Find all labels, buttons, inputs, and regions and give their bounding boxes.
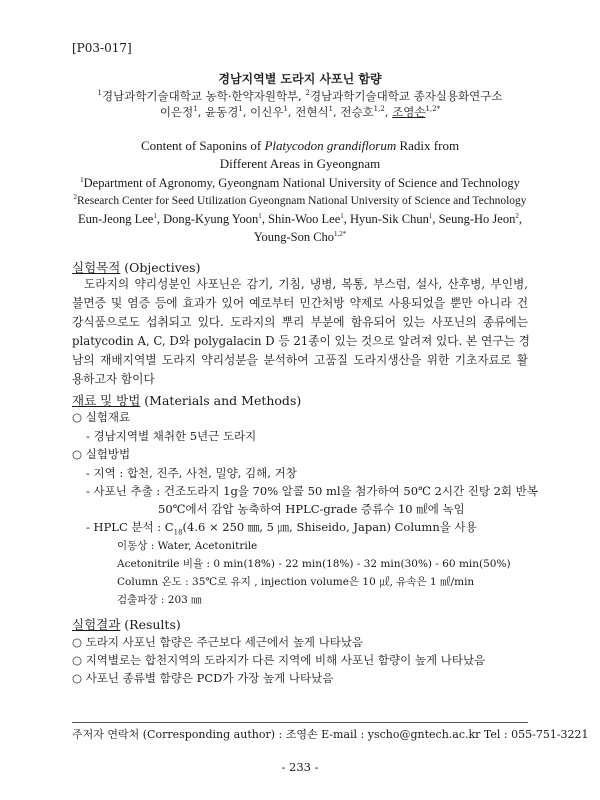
result-item: ○ 도라지 사포닌 함량은 주근보다 세근에서 높게 나타났음 bbox=[72, 635, 364, 649]
footer-divider bbox=[72, 722, 528, 723]
korean-affiliations: $^1$경남과학기술대학교 농학·한약자원학부, $^2$경남과학기술대학교 종자실용화연구소 bbox=[97, 89, 503, 103]
objectives-line: 불면증 및 염증 등에 효과가 있어 예로부터 민간처방 약제로 사용되었을 뿐만 아니라 건 bbox=[72, 296, 528, 310]
corresponding-author: 주저자 연락처 (Corresponding author) : 조영손 E-mail : yscho@gntech.ac.kr Tel : 055-751-3221 bbox=[72, 728, 589, 741]
english-affiliation-2: $^2$Research Center for Seed Utilization Gyeongnam National University of Science and Technology bbox=[73, 193, 527, 207]
method-extraction: - 사포닌 추출 : 건조도라지 1g을 70% 알콜 50 ml을 첨가하여 50℃ 2시간 진탕 2회 반복 bbox=[86, 484, 538, 498]
method-mobile-phase: 이동상 : Water, Acetonitrile bbox=[117, 540, 258, 552]
objectives-line: 도라지의 약리성분인 사포닌은 감기, 기침, 냉병, 복통, 부스럼, 설사, 산후병, 부인병, bbox=[84, 277, 528, 291]
methods-heading: 재료 및 방법 (Materials and Methods) bbox=[72, 393, 302, 408]
results-heading: 실험결과 (Results) bbox=[72, 617, 181, 632]
method-gradient: Acetonitrile 비율 : 0 min(18%) - 22 min(18%) - 32 min(30%) - 60 min(50%) bbox=[117, 558, 511, 570]
material-item: - 경남지역별 채취한 5년근 도라지 bbox=[86, 429, 257, 443]
result-item: ○ 사포닌 종류별 함량은 PCD가 가장 높게 나타났음 bbox=[72, 671, 334, 685]
method-hplc: - HPLC 분석 : $C_{18}(4.6 \times 250$ ㎜, 5 ㎛, Shiseido, Japan) Column을 사용 bbox=[86, 520, 477, 537]
material-label: ○ 실험재료 bbox=[72, 410, 131, 424]
objectives-heading: 실험목적 (Objectives) bbox=[72, 260, 201, 275]
korean-authors: 이은정$^1$, 윤동경$^1$, 이신우$^1$, 전현식$^1$, 전승호$^{1,2}$, 조영손$^{1,2*}$ bbox=[159, 105, 441, 119]
page-number: - 233 - bbox=[281, 760, 319, 774]
korean-title: 경남지역별 도라지 사포닌 함량 bbox=[218, 72, 382, 86]
objectives-line: 남의 재배지역별 도라지 약리성분을 분석하여 고품질 도라지생산을 위한 기초자료로 활 bbox=[72, 353, 528, 367]
method-column-temp: Column 온도 : 35℃로 유지 , injection volume은 10 ㎕, 유속은 1 ㎖/min bbox=[117, 576, 475, 588]
english-title-line-1: Content of Saponins of Platycodon grandiflorum Radix from bbox=[140, 138, 460, 153]
corresponding-author-name: 조영손 bbox=[392, 105, 426, 119]
english-authors-line-1: Eun-Jeong Lee$^1$, Dong-Kyung Yoon$^1$, Shin-Woo Lee$^1$, Hyun-Sik Chun$^1$, Seung-Ho Jeon$^2$, bbox=[78, 212, 522, 226]
method-extraction-cont: 50℃에서 감압 농축하여 HPLC-grade 증류수 10 ㎖에 녹임 bbox=[158, 502, 465, 516]
poster-code: [P03-017] bbox=[72, 41, 132, 55]
objectives-paragraph bbox=[72, 275, 528, 389]
english-authors-line-2: Young-Son Cho$^{1,2*}$ bbox=[253, 230, 347, 244]
objectives-line: 용하고자 함이다 bbox=[72, 372, 155, 386]
objectives-line: platycodin A, C, D와 polygalacin D 등 21종이 있는 것으로 알려져 있다. 본 연구는 경 bbox=[72, 334, 530, 348]
result-item: ○ 지역별로는 합천지역의 도라지가 다른 지역에 비해 사포닌 함량이 높게 나타났음 bbox=[72, 653, 486, 667]
method-detection: 검출파장 : 203 ㎚ bbox=[117, 594, 202, 606]
method-label: ○ 실험방법 bbox=[72, 447, 131, 461]
method-region: - 지역 : 합천, 진주, 사천, 밀양, 김해, 거창 bbox=[86, 466, 297, 480]
english-affiliation-1: $^1$Department of Agronomy, Gyeongnam National University of Science and Technology bbox=[80, 176, 520, 190]
english-title-line-2: Different Areas in Gyeongnam bbox=[219, 156, 381, 171]
objectives-line: 강식품으로도 섭취되고 있다. 도라지의 뿌리 부분에 함유되어 있는 사포닌의 종류에는 bbox=[72, 315, 528, 329]
